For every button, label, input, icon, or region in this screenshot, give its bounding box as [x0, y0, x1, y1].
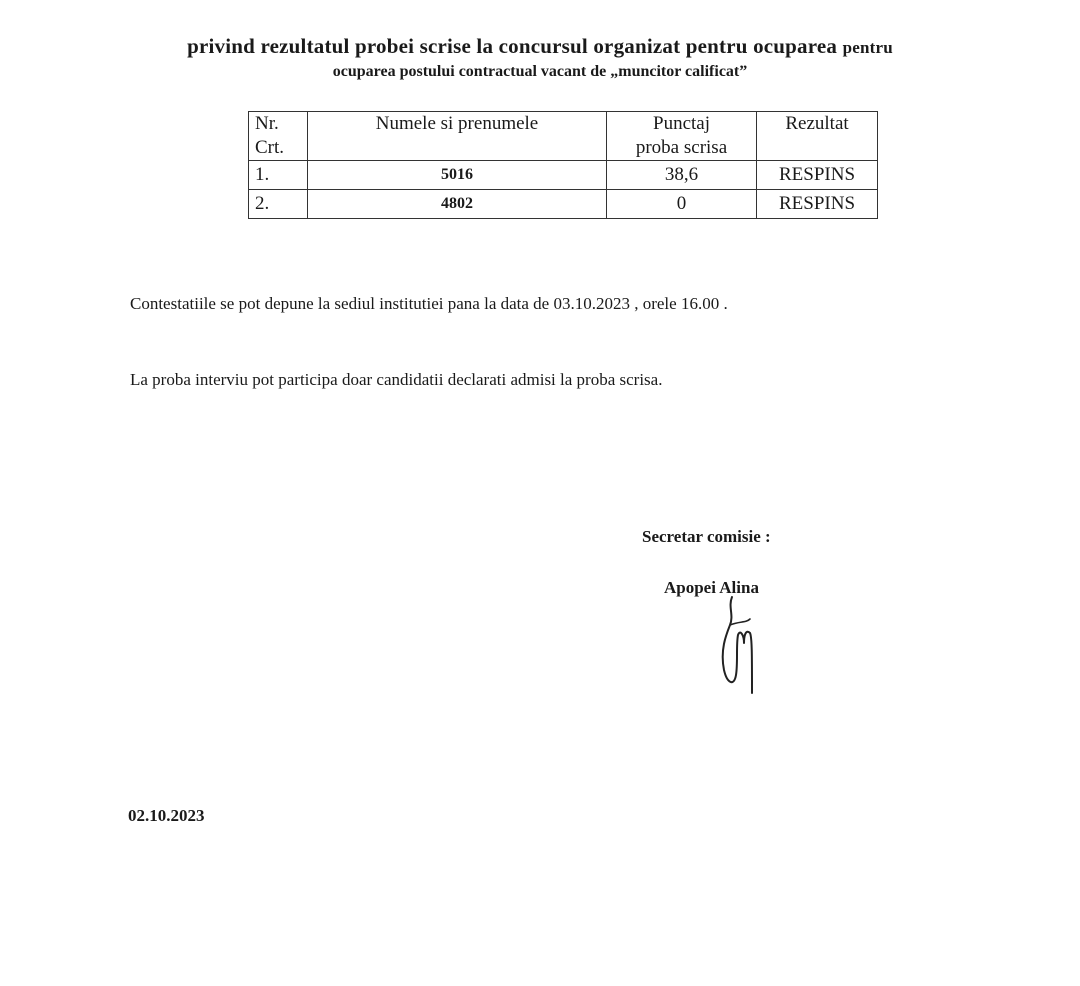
- column-header-score-line1: Punctaj: [653, 113, 710, 134]
- column-header-score: [607, 112, 757, 161]
- title-line1-small: pentru: [842, 38, 893, 57]
- row-result: RESPINS: [757, 161, 878, 190]
- column-header-result: Rezultat: [757, 112, 878, 161]
- document-date: 02.10.2023: [128, 806, 205, 825]
- row-nr: 2.: [249, 190, 308, 219]
- row-candidate-code: 5016: [308, 161, 607, 190]
- row-score: 0: [607, 190, 757, 219]
- results-table: [248, 111, 878, 219]
- signatory-name: Apopei Alina: [664, 578, 759, 597]
- table-row: [249, 190, 878, 219]
- handwritten-signature: [700, 595, 770, 705]
- document-title: [0, 34, 1080, 59]
- row-score: 38,6: [607, 161, 757, 190]
- table-row: [249, 161, 878, 190]
- column-header-name: Numele si prenumele: [308, 112, 607, 161]
- interview-note: La proba interviu pot participa doar candidatii declarati admisi la proba scrisa.: [130, 370, 663, 389]
- appeals-note: Contestatiile se pot depune la sediul institutiei pana la data de 03.10.2023 , orele 16.00 .: [130, 294, 728, 313]
- row-result: RESPINS: [757, 190, 878, 219]
- signature-label: Secretar comisie :: [642, 527, 771, 546]
- column-header-nr: [249, 112, 308, 161]
- row-nr: 1.: [249, 161, 308, 190]
- table-header-row: [249, 112, 878, 161]
- row-candidate-code: 4802: [308, 190, 607, 219]
- document-subtitle: ocuparea postului contractual vacant de „muncitor calificat”: [332, 63, 748, 80]
- column-header-nr-line1: Nr.: [255, 113, 279, 134]
- column-header-score-line2: proba scrisa: [635, 137, 728, 158]
- title-line1-main: privind rezultatul probei scrise la concursul organizat pentru ocuparea: [187, 34, 838, 58]
- column-header-nr-line2: Crt.: [255, 137, 285, 158]
